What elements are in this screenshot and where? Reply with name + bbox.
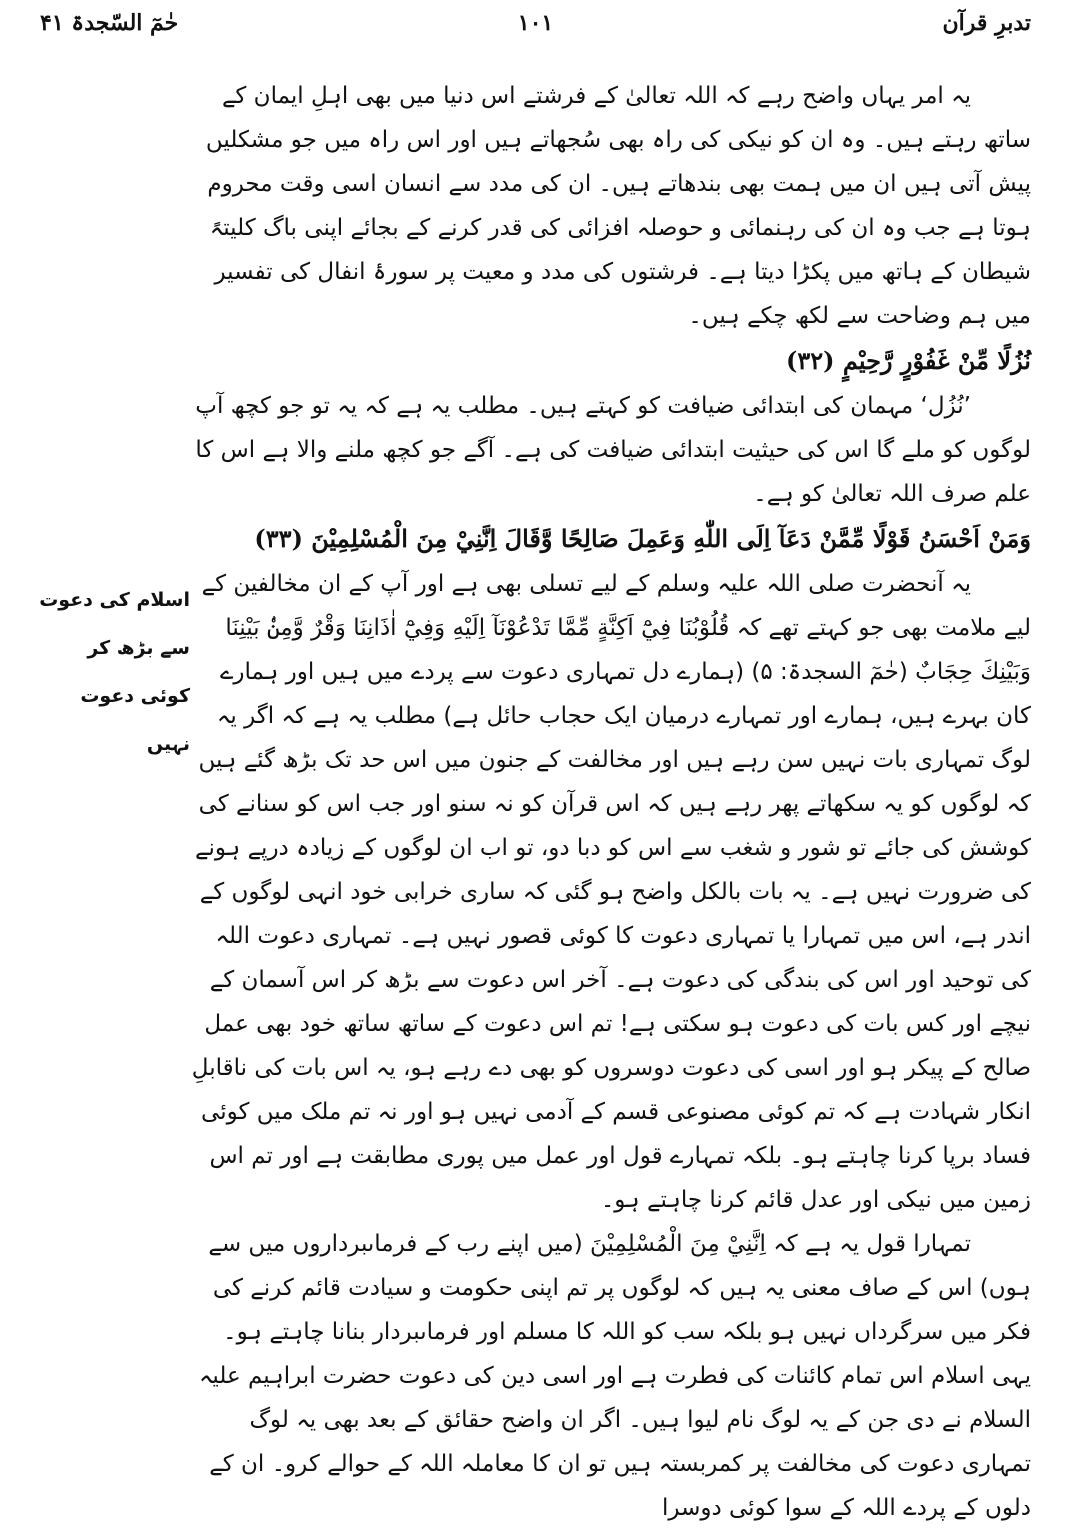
page-header xyxy=(40,4,1031,44)
margin-note xyxy=(39,576,190,768)
paragraph-muslimin: تمہارا قول یہ ہے کہ اِنَّنِيْ مِنَ الْمُسْلِمِيْنَ (میں اپنے رب کے فرماںبرداروں میں سے ہوں) اس کے صاف معنی یہ ہیں کہ لوگوں پر تم اپنی حکومت و سیادت قائم کرنے کی فکر میں سرگرداں نہیں ہو بلکہ سب کو اللہ کا مسلم اور فرماںبردار بنانا چاہتے ہو۔ یہی اسلام اس تمام کائنات کی فطرت ہے اور اسی دین کی دعوت حضرت ابراہیم علیہ السلام نے دی جن کے یہ لوگ نام لیوا ہیں۔ اگر ان واضح حقائق کے بعد بھی یہ لوگ تمہاری دعوت کی مخالفت پر کمربستہ ہیں تو ان کا معاملہ اللہ کے حوالے کرو۔ ان کے دلوں کے پردے اللہ کے سوا کوئی دوسرا xyxy=(198,1231,1031,1521)
paragraph-angels: یہ امر یہاں واضح رہے کہ اللہ تعالیٰ کے فرشتے اس دنیا میں بھی اہلِ ایمان کے ساتھ رہتے ہیں۔ وہ ان کو نیکی کی راہ بھی سُجھاتے ہیں اور اس راہ میں جو مشکلیں پیش آتی ہیں ان میں ہمت بھی بندھاتے ہیں۔ ان کی مدد سے انسان اسی وقت محروم ہوتا ہے جب وہ ان کی رہنمائی و حوصلہ افزائی کی قدر کرنے کے بجائے اپنی باگ کلیتہً شیطان کے ہاتھ میں پکڑا دیتا ہے۔ فرشتوں کی مدد و معیت پر سورۂ انفال کی تفسیر میں ہم وضاحت سے لکھ چکے ہیں۔ xyxy=(205,83,1031,329)
paragraph-nuzul: ’نُزُل‘ مہمان کی ابتدائی ضیافت کو کہتے ہیں۔ مطلب یہ ہے کہ یہ تو جو کچھ آپ لوگوں کو ملے گا اس کی حیثیت ابتدائی ضیافت کی ہے۔ آگے جو کچھ ملنے والا ہے اس کا علم صرف اللہ تعالیٰ کو ہے۔ xyxy=(195,393,1031,507)
book-title: تدبرِ قرآن xyxy=(942,10,1031,36)
margin-note-line: نہیں xyxy=(146,733,190,755)
verse-32: نُزُلًا مِّنْ غَفُوْرٍ رَّحِيْمٍ (۳۲) xyxy=(786,346,1031,375)
page-body xyxy=(190,74,1031,1521)
margin-note-line: اسلام کی دعوت xyxy=(39,589,190,611)
margin-note-line: کوئی دعوت xyxy=(80,685,190,707)
page-number: ۱۰۱ xyxy=(517,10,554,36)
margin-note-line: سے بڑھ کر xyxy=(87,637,190,659)
paragraph-consolation: یہ آنحضرت صلی اللہ علیہ وسلم کے لیے تسلی بھی ہے اور آپ کے ان مخالفین کے لیے ملامت بھی جو کہتے تھے کہ قُلُوْبُنَا فِيْٓ اَكِنَّةٍ مِّمَّا تَدْعُوْنَآ اِلَيْهِ وَفِيْٓ اٰذَانِنَا وَقْرٌ وَّمِنْۢ بَيْنِنَا وَبَيْنِكَ حِجَابٌ (حٰمٓ السجدۃ: ۵) (ہمارے دل تمہاری دعوت سے پردے میں ہیں اور ہمارے کان بہرے ہیں، ہمارے اور تمہارے درمیان ایک حجاب حائل ہے) مطلب یہ ہے کہ اگر یہ لوگ تمہاری بات نہیں سن رہے ہیں اور مخالفت کے جنون میں اس حد تک بڑھ گئے ہیں کہ لوگوں کو یہ سکھاتے پھر رہے ہیں کہ اس قرآن کو نہ سنو اور جب اس کو سنانے کی کوشش کی جائے تو شور و شغب سے اس کو دبا دو، تو اب ان لوگوں کے زیادہ درپے ہونے کی ضرورت نہیں ہے۔ یہ بات بالکل واضح ہو گئی کہ ساری خرابی خود انہی لوگوں کے اندر ہے، اس میں تمہارا یا تمہاری دعوت کا کوئی قصور نہیں ہے۔ تمہاری دعوت اللہ کی توحید اور اس کی بندگی کی دعوت ہے۔ آخر اس دعوت سے بڑھ کر اس آسمان کے نیچے اور کس بات کی دعوت ہو سکتی ہے! تم اس دعوت کے ساتھ ساتھ خود بھی عمل صالح کے پیکر ہو اور اسی کی دعوت دوسروں کو بھی دے رہے ہو، یہ اس بات کی ناقابلِ انکار شہادت ہے کہ تم کوئی مصنوعی قسم کے آدمی نہیں ہو اور نہ تم ملک میں کوئی فساد برپا کرنا چاہتے ہو۔ بلکہ تمہارے قول اور عمل میں پوری مطابقت ہے اور تم اس زمین میں نیکی اور عدل قائم کرنا چاہتے ہو۔ xyxy=(191,571,1031,1213)
verse-33: وَمَنْ اَحْسَنُ قَوْلًا مِّمَّنْ دَعَآ اِلَى اللّٰهِ وَعَمِلَ صَالِحًا وَّقَالَ اِنَّنِيْ مِنَ الْمُسْلِمِيْنَ (۳۳) xyxy=(254,524,1031,553)
surah-name: حٰمٓ السّجدۃ ۴۱ xyxy=(40,10,179,36)
